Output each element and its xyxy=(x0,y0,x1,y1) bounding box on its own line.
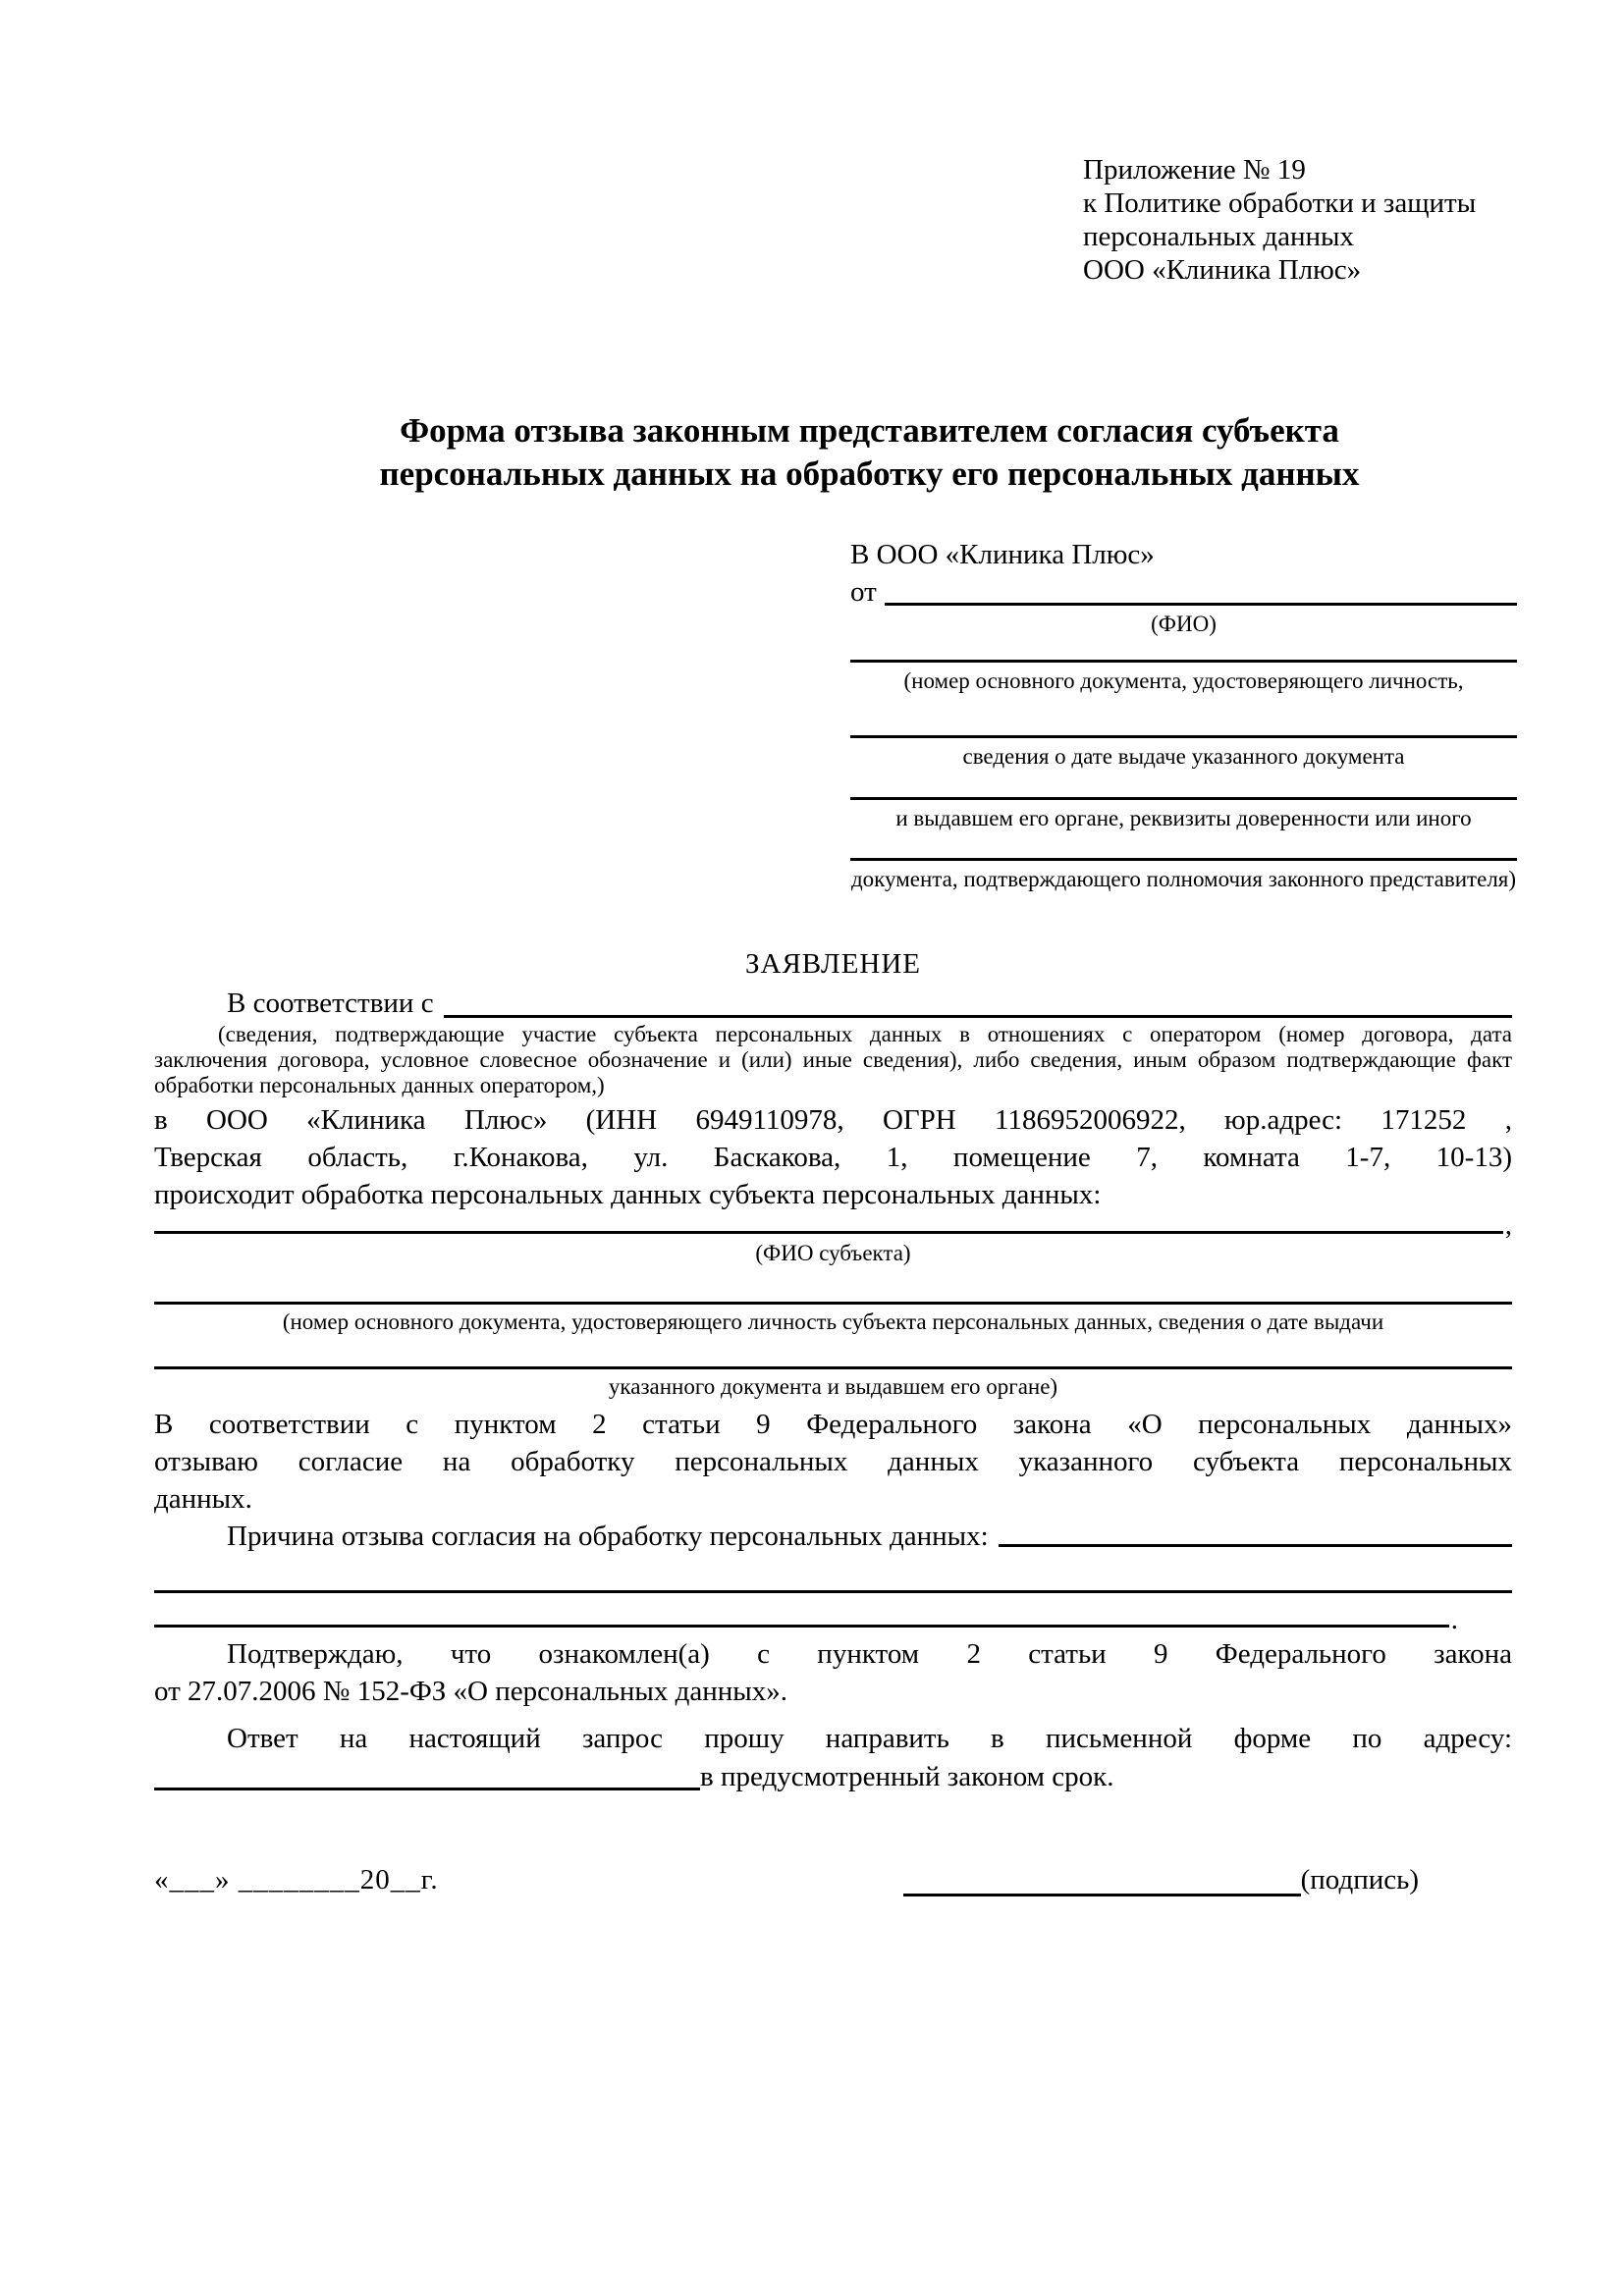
field-caption-authority: документа, подтверждающего полномочия законного представителя) xyxy=(850,867,1517,891)
from-row xyxy=(850,578,1517,606)
field-caption-fio: (ФИО) xyxy=(1151,612,1217,636)
signature-group xyxy=(903,1863,1419,1896)
subject-doc-issuer-blank xyxy=(154,1335,1512,1369)
confirmation-line: Подтверждаю, что ознакомлен(а) с пунктом 2 статьи 9 Федерального закона xyxy=(227,1638,1512,1670)
field-caption-subject-doc: (номер основного документа, удостоверяющего личность субъекта персональных данных, сведения о дате выдачи xyxy=(282,1309,1384,1334)
response-request-line: Ответ на настоящий запрос прошу направить в письменной форме по адресу: xyxy=(227,1723,1512,1754)
fine-print-note xyxy=(154,1022,1512,1098)
appendix-line: к Политике обработки и защиты xyxy=(1083,187,1477,219)
representative-name-blank xyxy=(885,578,1517,606)
field-caption-doc-date: сведения о дате выдаче указанного документа xyxy=(962,744,1405,769)
withdrawal-paragraph xyxy=(154,1406,1512,1518)
representative-doc-date-blank xyxy=(850,694,1517,738)
appendix-note xyxy=(1083,153,1512,287)
representative-doc-blank xyxy=(850,637,1517,663)
reason-row xyxy=(154,1518,1512,1555)
date-blank: «___» ________20__г. xyxy=(154,1864,439,1896)
appendix-line: ООО «Клиника Плюс» xyxy=(1083,254,1362,286)
signature-caption: (подпись) xyxy=(1300,1864,1419,1896)
confirmation-line: от 27.07.2006 № 152-ФЗ «О персональных данных». xyxy=(154,1676,788,1707)
field-caption-doc-number: (номер основного документа, удостоверяющего личность, xyxy=(903,668,1464,693)
withdrawal-line: В соответствии с пунктом 2 статьи 9 Федерального закона «О персональных данных» xyxy=(154,1409,1512,1440)
subject-name-row xyxy=(154,1209,1512,1241)
document-content xyxy=(0,153,1624,1896)
accordance-prefix: В соответствии с xyxy=(227,988,434,1019)
subject-name-blank xyxy=(154,1213,1503,1234)
addressee-block xyxy=(850,537,1517,892)
representative-authority-blank xyxy=(850,831,1517,861)
reason-blank-line-2 xyxy=(154,1555,1512,1593)
reason-blank xyxy=(999,1518,1512,1547)
withdrawal-line: данных. xyxy=(154,1483,252,1515)
reason-blank-line-3 xyxy=(154,1593,1458,1635)
appendix-line: персональных данных xyxy=(1083,221,1355,252)
field-caption-subject-doc-issuer: указанного документа и выдавшем его органе) xyxy=(608,1374,1058,1399)
confirmation-paragraph xyxy=(154,1635,1512,1710)
operator-paragraph xyxy=(154,1101,1512,1213)
appendix-line: Приложение № 19 xyxy=(1083,154,1306,186)
date-signature-row xyxy=(154,1863,1512,1896)
fine-print-line: заключения договора, условное словесное обозначение и (или) иные сведения), либо сведения, иным образом подтверждающие факт xyxy=(154,1047,1512,1072)
operator-line: Тверская область, г.Конакова, ул. Баскакова, 1, помещение 7, комната 1-7, 10-13) xyxy=(154,1142,1512,1173)
subject-name-comma: , xyxy=(1504,1209,1512,1241)
field-caption-subject-fio: (ФИО субъекта) xyxy=(755,1241,911,1265)
response-request-paragraph xyxy=(154,1720,1512,1757)
from-label: от xyxy=(850,576,877,608)
operator-line: в ООО «Клиника Плюс» (ИНН 6949110978, ОГРН 1186952006922, юр.адрес: 171252 , xyxy=(154,1104,1512,1136)
representative-doc-issuer-blank xyxy=(850,770,1517,800)
statement-heading: ЗАЯВЛЕНИЕ xyxy=(744,948,922,980)
response-address-row xyxy=(154,1757,1512,1790)
title-line: персональных данных на обработку его персональных данных xyxy=(379,454,1360,493)
fine-print-line: (сведения, подтверждающие участие субъекта персональных данных в отношениях с оператором (номер договора, дата xyxy=(218,1022,1512,1046)
accordance-blank xyxy=(444,988,1512,1018)
response-tail: в предусмотренный законом срок. xyxy=(700,1761,1114,1792)
reason-blank-fill xyxy=(154,1593,1449,1628)
title-line: Форма отзыва законным представителем согласия субъекта xyxy=(400,411,1339,450)
response-address-blank xyxy=(154,1757,700,1790)
subject-doc-blank xyxy=(154,1266,1512,1305)
accordance-row xyxy=(154,988,1512,1018)
withdrawal-line: отзываю согласие на обработку персональных данных указанного субъекта персональных xyxy=(154,1446,1512,1477)
fine-print-line: обработки персональных данных оператором,) xyxy=(154,1073,605,1097)
addressee-organization: В ООО «Клиника Плюс» xyxy=(850,539,1155,570)
field-caption-doc-issuer: и выдавшем его органе, реквизиты доверенности или иного xyxy=(895,806,1472,830)
signature-blank xyxy=(903,1867,1301,1896)
document-title xyxy=(154,409,1512,496)
operator-line: происходит обработка персональных данных субъекта персональных данных: xyxy=(154,1179,1102,1210)
reason-period: . xyxy=(1450,1604,1458,1635)
reason-prefix: Причина отзыва согласия на обработку персональных данных: xyxy=(227,1521,989,1552)
